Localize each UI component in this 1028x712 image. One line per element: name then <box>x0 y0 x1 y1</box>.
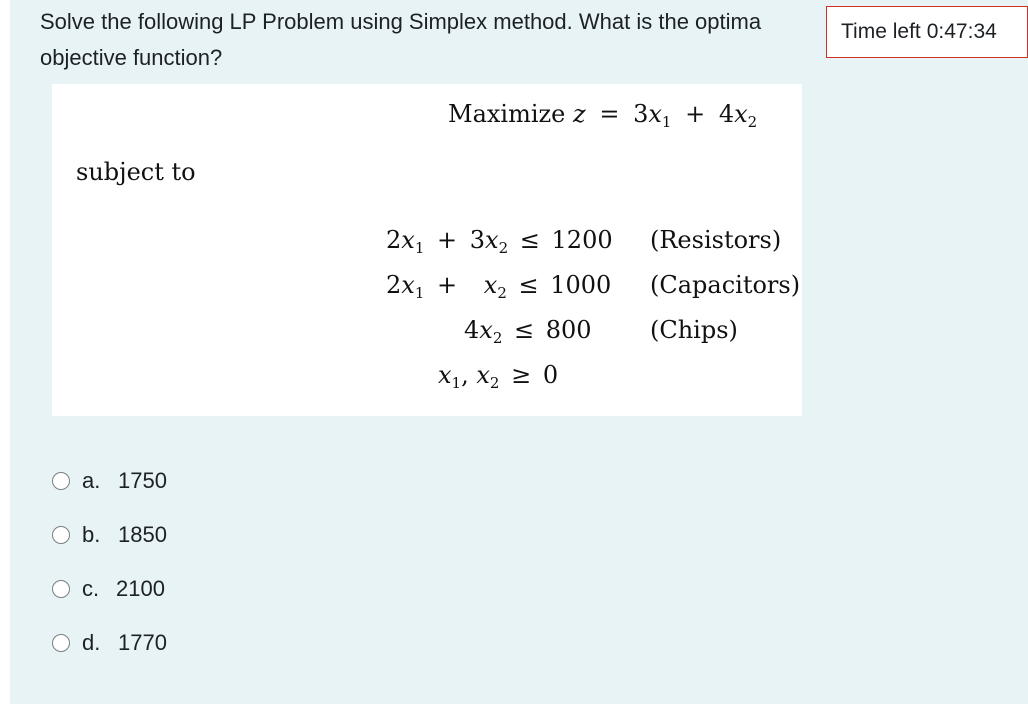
constraint-chips-lhs: $4x_2 \le 800$ <box>464 316 592 347</box>
option-value: 1750 <box>118 468 167 493</box>
objective-function: Maximize $z = 3x_1 + 4x_2$ <box>448 100 758 131</box>
radio-button-a[interactable] <box>52 472 70 490</box>
question-line-1: Solve the following LP Problem using Simplex method. What is the optima <box>40 9 762 34</box>
option-value: 1850 <box>118 522 167 547</box>
non-negativity-constraint: $x_1$, $x_2 \ge 0$ <box>438 361 559 392</box>
option-letter: a. <box>82 468 101 493</box>
subject-to-label: subject to <box>76 158 196 186</box>
timer-label: Time left <box>841 20 921 43</box>
answer-option-d[interactable] <box>52 628 167 658</box>
constraint-capacitors-name: (Capacitors) <box>650 271 801 299</box>
radio-button-c[interactable] <box>52 580 70 598</box>
constraint-resistors-lhs: $2x_1 + 3x_2 \le 1200$ <box>386 226 613 257</box>
lp-problem-image <box>52 84 802 416</box>
option-letter: d. <box>82 630 101 655</box>
constraint-capacitors-lhs: $2x_1 + x_2 \le 1000$ <box>386 271 612 302</box>
answer-option-c[interactable] <box>52 574 165 604</box>
option-value: 2100 <box>116 576 165 601</box>
radio-button-b[interactable] <box>52 526 70 544</box>
answer-option-a[interactable] <box>52 466 167 496</box>
time-left-indicator <box>826 6 1028 58</box>
question-line-2: objective function? <box>40 45 223 70</box>
constraint-chips-name: (Chips) <box>650 316 738 344</box>
radio-button-d[interactable] <box>52 634 70 652</box>
option-letter: b. <box>82 522 101 547</box>
question-text <box>40 4 830 76</box>
option-value: 1770 <box>118 630 167 655</box>
constraint-resistors-name: (Resistors) <box>650 226 782 254</box>
answer-option-b[interactable] <box>52 520 167 550</box>
option-letter: c. <box>82 576 100 601</box>
timer-value: 0:47:34 <box>926 20 997 43</box>
